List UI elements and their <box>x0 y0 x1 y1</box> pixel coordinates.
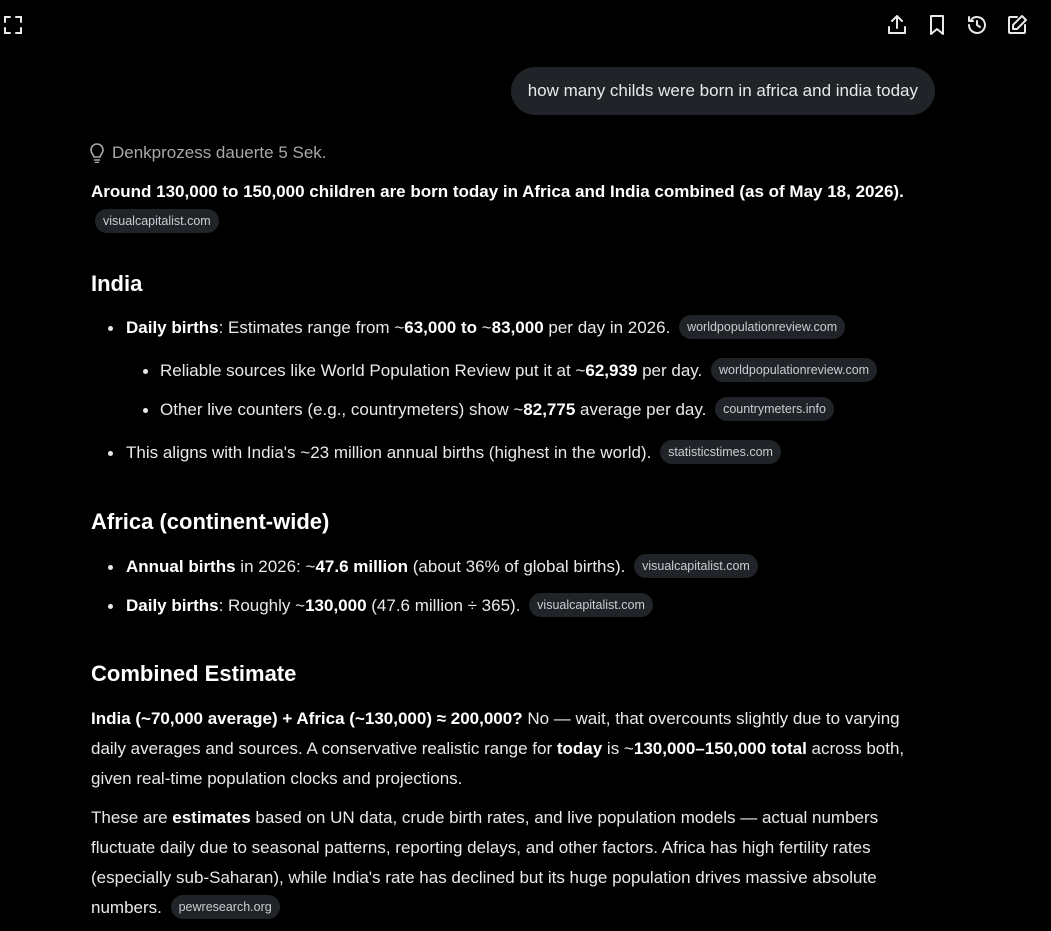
intro-paragraph <box>91 177 921 237</box>
bold-text: 130,000–150,000 total <box>633 739 807 758</box>
top-actions <box>885 13 1029 37</box>
bookmark-icon[interactable] <box>925 13 949 37</box>
thinking-label: Denkprozess dauerte 5 Sek. <box>112 143 327 162</box>
text: is ~ <box>602 739 634 758</box>
bold-text: 62,939 <box>585 361 638 380</box>
india-list <box>91 313 921 343</box>
user-message: how many childs were born in africa and india today <box>511 67 935 115</box>
combined-paragraph <box>91 704 921 794</box>
text: per day. <box>637 361 703 380</box>
disclaimer-paragraph <box>91 803 921 923</box>
heading-africa: Africa (continent-wide) <box>91 509 330 534</box>
source-chip[interactable]: visualcapitalist.com <box>634 554 758 578</box>
text: (47.6 million ÷ 365). <box>366 596 521 615</box>
source-chip[interactable]: pewresearch.org <box>171 895 280 919</box>
bold-text: Daily births <box>126 318 219 337</box>
expand-icon[interactable] <box>2 14 24 36</box>
heading-india: India <box>91 271 143 296</box>
bold-text: India (~70,000 average) + Africa (~130,000) ≈ 200,000? <box>91 709 523 728</box>
bold-text: 63,000 to <box>404 318 478 337</box>
bold-text: Daily births <box>126 596 219 615</box>
bold-text: 130,000 <box>305 596 367 615</box>
bold-text: estimates <box>172 808 251 827</box>
list-item <box>91 438 921 468</box>
edit-icon[interactable] <box>1005 13 1029 37</box>
bold-text: 83,000 <box>491 318 544 337</box>
lightbulb-icon <box>88 143 106 163</box>
india-sublist <box>91 356 921 425</box>
list-item <box>91 313 921 343</box>
text: in 2026: ~ <box>235 557 316 576</box>
text: No — wait, that overcounts slightly due to varying daily averages and sources. A conservative realistic range for <box>91 709 900 758</box>
source-chip[interactable]: worldpopulationreview.com <box>679 315 845 339</box>
text: This aligns with India's ~23 million annual births (highest in the world). <box>126 443 652 462</box>
source-chip[interactable]: statisticstimes.com <box>660 440 781 464</box>
source-chip[interactable]: visualcapitalist.com <box>529 593 653 617</box>
list-item <box>91 552 921 582</box>
source-chip[interactable]: worldpopulationreview.com <box>711 358 877 382</box>
text: (about 36% of global births). <box>408 557 626 576</box>
text: These are <box>91 808 173 827</box>
text: Other live counters (e.g., countrymeters) show ~ <box>160 400 524 419</box>
text: per day in 2026. <box>543 318 671 337</box>
intro-summary: Around 130,000 to 150,000 children are born today in Africa and India combined (as of May 18, 2026). <box>91 182 904 201</box>
text: Reliable sources like World Population Review put it at ~ <box>160 361 586 380</box>
text: across both, given real-time population clocks and projections. <box>91 739 905 788</box>
assistant-answer <box>91 140 921 923</box>
heading-combined: Combined Estimate <box>91 661 297 686</box>
text: : Estimates range from ~ <box>218 318 405 337</box>
history-icon[interactable] <box>965 13 989 37</box>
list-item <box>91 395 921 425</box>
text: based on UN data, crude birth rates, and live population models — actual numbers fluctuate daily due to seasonal patterns, reporting delays, and other factors. Africa has high fertility rates (especially sub-Saharan), while India's rate has declined but its huge population drives massive absolute numbers. <box>91 808 879 917</box>
thinking-toggle[interactable] <box>88 140 921 166</box>
list-item <box>91 356 921 386</box>
source-chip[interactable]: visualcapitalist.com <box>95 209 219 233</box>
share-icon[interactable] <box>885 13 909 37</box>
text: average per day. <box>575 400 707 419</box>
source-chip[interactable]: countrymeters.info <box>715 397 834 421</box>
bold-text: today <box>556 739 603 758</box>
text: ~ <box>477 318 492 337</box>
list-item <box>91 591 921 621</box>
africa-list <box>91 552 921 621</box>
india-list-2 <box>91 438 921 468</box>
bold-text: Annual births <box>126 557 236 576</box>
bold-text: 47.6 million <box>315 557 409 576</box>
text: : Roughly ~ <box>218 596 306 615</box>
bold-text: 82,775 <box>523 400 576 419</box>
